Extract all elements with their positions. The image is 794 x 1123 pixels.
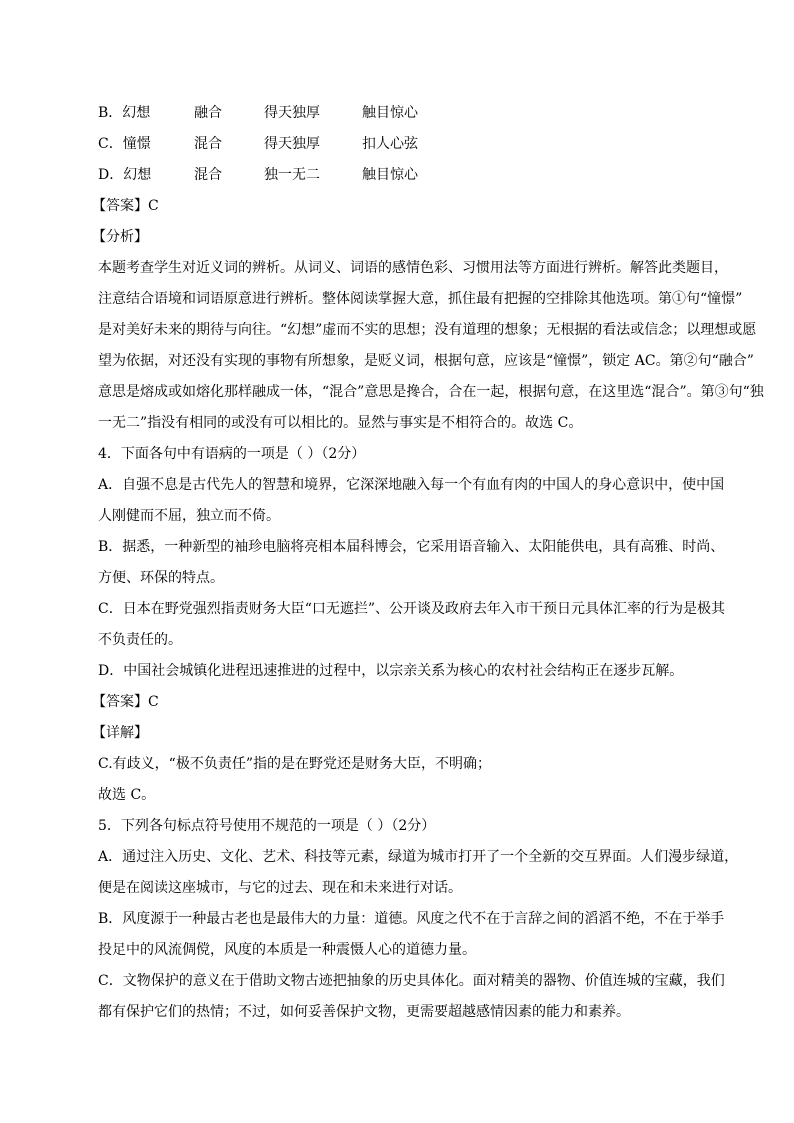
q5-option-a xyxy=(98,842,739,904)
document-body xyxy=(92,98,764,1028)
option-word-1: D．幻想 xyxy=(98,167,152,183)
q5-option-c xyxy=(98,966,724,1028)
option-line: B．据悉，一种新型的袖珍电脑将亮相本届科博会，它采用语音输入、太阳能供电，具有高雅、时尚、 xyxy=(98,539,725,555)
option-line: A．通过注入历史、文化、艺术、科技等元素，绿道为城市打开了一个全新的交互界面。人们漫步绿道， xyxy=(98,849,739,865)
option-line: 都有保护它们的热情；不过，如何妥善保护文物，更需要超越感情因素的能力和素养。 xyxy=(98,1004,630,1020)
q4-option-b xyxy=(98,532,724,594)
analysis-line: 注意结合语境和词语原意进行辨析。整体阅读掌握大意，抓住最有把握的空排除其他选项。第①句“憧憬” xyxy=(98,291,743,307)
q5-stem: 5．下列各句标点符号使用不规范的一项是（ ）（2分） xyxy=(98,818,436,834)
q3-option-d xyxy=(98,160,724,191)
option-line: C．日本在野党强烈指责财务大臣“口无遮拦”、公开谈及政府去年入市干预日元具体汇率的行为是极其 xyxy=(98,601,726,617)
option-line: C．文物保护的意义在于借助文物古迹把抽象的历史具体化。面对精美的器物、价值连城的宝藏，我们 xyxy=(98,973,725,989)
option-line: 便是在阅读这座城市，与它的过去、现在和未来进行对话。 xyxy=(98,880,462,896)
q3-option-c xyxy=(98,129,724,160)
option-word-1: C．憧憬 xyxy=(98,136,151,152)
q4-option-c xyxy=(98,594,724,656)
option-word-4: 触目惊心 xyxy=(362,167,418,183)
option-line: 人刚健而不屈，独立而不倚。 xyxy=(98,508,280,524)
option-word-4: 触目惊心 xyxy=(362,105,418,121)
analysis-line: 是对美好未来的期待与向往。“幻想”虚而不实的思想；没有道理的想象；无根据的看法或信念；以理想或愿 xyxy=(98,322,757,338)
detail-line: 故选 C。 xyxy=(98,787,156,803)
q3-analysis-text xyxy=(98,253,764,439)
q4-answer: 【答案】C xyxy=(92,694,159,710)
option-line: 不负责任的。 xyxy=(98,632,182,648)
option-word-1: B．幻想 xyxy=(98,105,151,121)
option-word-3: 得天独厚 xyxy=(264,136,320,152)
option-word-4: 扣人心弦 xyxy=(362,136,418,152)
q3-answer: 【答案】C xyxy=(92,198,159,214)
option-word-3: 得天独厚 xyxy=(264,105,320,121)
option-line: A．自强不息是古代先人的智慧和境界，它深深地融入每一个有血有肉的中国人的身心意识中，使中国 xyxy=(98,477,725,493)
q4-option-d xyxy=(98,656,724,687)
q4-detail-heading: 【详解】 xyxy=(92,725,148,741)
option-line: B．风度源于一种最古老也是最伟大的力量：道德。风度之代不在于言辞之间的滔滔不绝，不在于举手 xyxy=(98,911,725,927)
option-word-2: 融合 xyxy=(194,105,222,121)
q4-detail-text xyxy=(98,749,724,811)
q5-option-b xyxy=(98,904,724,966)
option-line: 方便、环保的特点。 xyxy=(98,570,224,586)
q4-stem: 4．下面各句中有语病的一项是（ ）（2分） xyxy=(98,446,366,462)
q3-analysis-heading: 【分析】 xyxy=(92,229,148,245)
option-line: 投足中的风流倜傥，风度的本质是一种震慑人心的道德力量。 xyxy=(98,942,476,958)
option-line: D．中国社会城镇化进程迅速推进的过程中，以宗亲关系为核心的农村社会结构正在逐步瓦解。 xyxy=(98,663,684,679)
analysis-line: 本题考查学生对近义词的辨析。从词义、词语的感情色彩、习惯用法等方面进行辨析。解答此类题目， xyxy=(98,260,728,276)
option-word-2: 混合 xyxy=(194,167,222,183)
analysis-line: 一无二”指没有相同的或没有可以相比的。显然与事实是不相符合的。故选 C。 xyxy=(98,415,583,431)
analysis-line: 意思是熔成或如熔化那样融成一体，“混合”意思是搀合，合在一起，根据句意，在这里选“混合”。第③句“独 xyxy=(98,384,764,400)
analysis-line: 望为依据，对还没有实现的事物有所想象，是贬义词，根据句意，应该是“憧憬”，锁定 AC。第②句“融合” xyxy=(98,353,754,369)
option-word-3: 独一无二 xyxy=(264,167,320,183)
q4-option-a xyxy=(98,470,724,532)
detail-line: C.有歧义，“极不负责任”指的是在野党还是财务大臣，不明确； xyxy=(98,756,491,772)
option-word-2: 混合 xyxy=(194,136,222,152)
q3-option-b xyxy=(98,98,724,129)
